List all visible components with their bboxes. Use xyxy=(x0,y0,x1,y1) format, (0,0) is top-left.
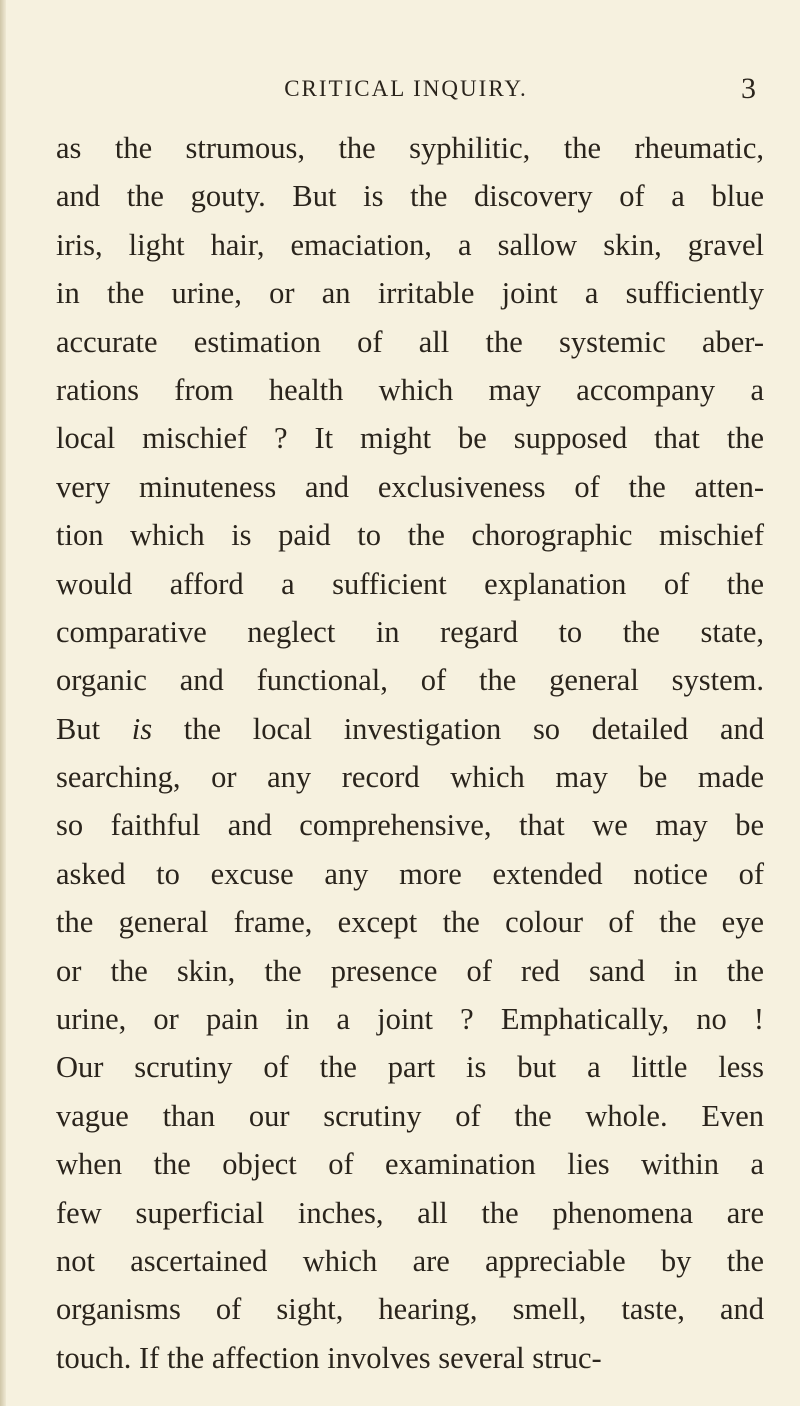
text-line: touch. If the affection involves several struc- xyxy=(56,1340,602,1375)
text-line: searching, or any record which may be made xyxy=(56,760,764,795)
text-line: iris, light hair, emaciation, a sallow skin, gravel xyxy=(56,227,764,262)
text-line: organic and functional, of the general system. xyxy=(56,663,764,698)
text-line: so faithful and comprehensive, that we may be xyxy=(56,808,764,843)
text-line: as the strumous, the syphilitic, the rheumatic, xyxy=(56,131,764,165)
text-line: local mischief ? It might be supposed that the xyxy=(56,421,764,456)
italic-emphasis: is xyxy=(131,711,153,746)
text-line: and the gouty. But is the discovery of a blue xyxy=(56,179,764,214)
text-line: vague than our scrutiny of the whole. Even xyxy=(56,1098,764,1133)
text-line-with-italic xyxy=(56,705,764,753)
text-line: accurate estimation of all the systemic aber- xyxy=(56,324,764,359)
text-line: comparative neglect in regard to the state, xyxy=(56,614,764,649)
text-line: rations from health which may accompany a xyxy=(56,372,764,407)
text-line: urine, or pain in a joint ? Emphatically, no ! xyxy=(56,1002,764,1037)
text-line: tion which is paid to the chorographic mischief xyxy=(56,518,764,553)
text-line: organisms of sight, hearing, smell, taste, and xyxy=(56,1292,764,1327)
text-line: when the object of examination lies within a xyxy=(56,1147,764,1182)
text-line: in the urine, or an irritable joint a sufficiently xyxy=(56,276,764,311)
text-line: very minuteness and exclusiveness of the atten- xyxy=(56,469,764,504)
text-line: not ascertained which are appreciable by the xyxy=(56,1243,764,1278)
running-title: CRITICAL INQUIRY. xyxy=(284,76,528,101)
text-line: would afford a sufficient explanation of the xyxy=(56,566,764,601)
text-line: or the skin, the presence of red sand in the xyxy=(56,953,764,988)
page-number: 3 xyxy=(741,72,756,105)
text-line: the general frame, except the colour of the eye xyxy=(56,905,764,940)
line-segment: the local investigation so detailed and xyxy=(152,711,764,746)
running-head xyxy=(56,72,756,116)
line-segment: But xyxy=(56,711,132,746)
text-line: asked to excuse any more extended notice of xyxy=(56,856,764,891)
text-line: Our scrutiny of the part is but a little less xyxy=(56,1050,764,1085)
body-text xyxy=(56,124,764,1382)
page-edge-shadow xyxy=(0,0,6,1406)
text-line: few superficial inches, all the phenomena are xyxy=(56,1195,764,1230)
